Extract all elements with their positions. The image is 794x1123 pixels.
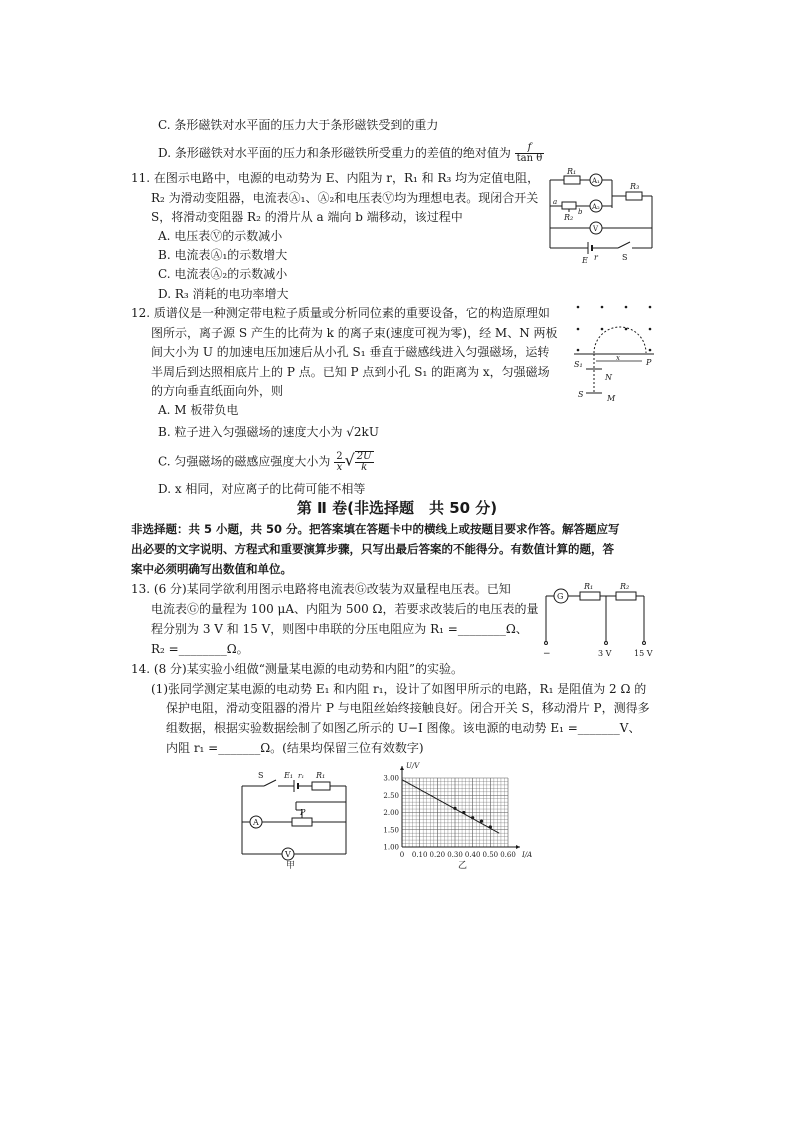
q14-line-1: 14. (8 分)某实验小组做“测量某电源的电动势和内阻”的实验。 (131, 662, 463, 676)
q12-option-c-text: C. 匀强磁场的磁感应强度大小为 (158, 454, 331, 469)
q12-c-root-numerator: 2U (356, 451, 372, 462)
q11-label-r2: R₂ (564, 213, 574, 222)
q12-stem-line-4: 半周后到达照相底片上的 P 点。已知 P 点到小孔 S₁ 的距离为 x，匀强磁场 (151, 365, 550, 379)
q14-jia-label-e1: E₁ (284, 771, 294, 780)
q10-option-c: C. 条形磁铁对水平面的压力大于条形磁铁受到的重力 (158, 118, 439, 132)
x-tick-label: 0.40 (464, 851, 481, 859)
section-2-note-line-1: 非选择题：共 5 小题，共 50 分。把答案填在答题卡中的横线上或按题目要求作答。解答题应写 (131, 522, 620, 536)
chart-series (402, 780, 499, 833)
data-point (453, 807, 456, 810)
y-tick-label: 3.00 (383, 774, 399, 783)
q11-label-r: r (594, 253, 598, 262)
q11-label-r3: R₃ (630, 182, 640, 191)
chart-x-axis-label: I/A (522, 851, 533, 859)
q11-label-r1: R₁ (567, 167, 577, 176)
x-tick-label: 0.60 (500, 851, 516, 859)
q11-label-a1: A₁ (592, 177, 600, 185)
chart-y-axis-label: U/V (406, 762, 420, 770)
q13-line-3: 程分别为 3 V 和 15 V，则图中串联的分压电阻应为 R₁ =________Ω、 (151, 622, 528, 636)
q14-fig-yi-ui-chart (374, 760, 544, 872)
q13-circuit-diagram (540, 582, 660, 660)
data-point (471, 816, 474, 819)
y-tick-label: 2.00 (383, 809, 399, 817)
q12-c-root-fraction (355, 451, 374, 473)
q12-c-radical-icon: √ (344, 450, 355, 470)
q11-stem-line-1: 11. 在图示电路中，电源的电动势为 E、内阻为 r，R₁ 和 R₃ 均为定值电阻， (131, 171, 540, 185)
q12-option-d: D. x 相同，对应离子的比荷可能不相等 (158, 482, 366, 496)
q11-stem-line-3: S，将滑动变阻器 R₂ 的滑片从 a 端向 b 端移动，该过程中 (151, 210, 463, 224)
q14-line-3: 保护电阻，滑动变阻器的滑片 P 与电阻丝始终接触良好。闭合开关 S，移动滑片 P，测得多 (166, 701, 650, 715)
q13-label-r2: R₂ (620, 582, 630, 591)
q11-label-b: b (578, 208, 583, 216)
x-tick-label: 0.20 (429, 851, 446, 859)
q12-label-m: M (607, 394, 616, 403)
q12-label-s1: S₁ (574, 360, 583, 369)
data-point (480, 820, 483, 823)
q10-d-numerator: f (515, 143, 545, 154)
q14-jia-label-a: A (253, 818, 259, 827)
q12-option-b: B. 粒子进入匀强磁场的速度大小为 √2kU (158, 425, 379, 439)
q14-jia-label-v: V (285, 850, 291, 859)
q13-line-4: R₂ =________Ω。 (151, 642, 249, 656)
q11-label-v: V (593, 225, 599, 233)
q12-label-s: S (578, 390, 584, 399)
q12-label-p: P (646, 358, 652, 367)
x-tick-label: 0.30 (447, 851, 463, 859)
q11-stem-line-2: R₂ 为滑动变阻器，电流表Ⓐ₁、Ⓐ₂和电压表Ⓥ均为理想电表。现闭合开关 (151, 191, 539, 205)
q13-line-1: 13. (6 分)某同学欲利用图示电路将电流表Ⓖ改装为双量程电压表。已知 (131, 582, 511, 596)
q11-label-e: E (582, 256, 588, 265)
chart-ticks (383, 775, 515, 860)
q12-c-denominator: x (336, 461, 343, 473)
q11-circuit-diagram (548, 168, 660, 264)
q10-option-d-text: D. 条形磁铁对水平面的压力和条形磁铁所受重力的差值的绝对值为 (158, 146, 511, 160)
x-tick-label: 0.50 (482, 851, 499, 859)
x-tick-label: 0 (399, 851, 405, 859)
q14-line-2: (1)张同学测定某电源的电动势 E₁ 和内阻 r₁，设计了如图甲所示的电路，R₁ 是阻值为 2 Ω 的 (151, 682, 647, 696)
q12-option-c (158, 451, 374, 473)
q12-c-fraction (334, 452, 344, 473)
y-tick-label: 2.50 (383, 791, 399, 800)
q12-label-n: N (605, 373, 612, 382)
data-point (489, 825, 492, 828)
q13-label-3v: 3 V (598, 649, 612, 658)
q12-stem-line-5: 的方向垂直纸面向外，则 (151, 384, 284, 398)
q10-d-denominator: tan θ (516, 153, 543, 164)
q11-option-c: C. 电流表Ⓐ₂的示数减小 (158, 267, 288, 281)
q14-fig-jia-caption: 甲 (286, 861, 296, 871)
q11-option-a: A. 电压表Ⓥ的示数减小 (158, 229, 283, 243)
q13-line-2: 电流表Ⓖ的量程为 100 μA、内阻为 500 Ω，若要求改装后的电压表的量 (151, 602, 539, 616)
q14-fig-yi-caption: 乙 (458, 861, 468, 871)
q13-label-15v: 15 V (634, 649, 653, 658)
q10-option-d (158, 143, 544, 164)
q10-option-d-fraction (515, 143, 545, 164)
q14-jia-label-s: S (258, 771, 264, 780)
section-2-note-line-2: 出必要的文字说明、方程式和重要演算步骤，只写出最后答案的不能得分。有数值计算的题，答 (131, 542, 614, 556)
q12-stem-line-3: 间大小为 U 的加速电压加速后从小孔 S₁ 垂直于磁感线进入匀强磁场，运转 (151, 345, 550, 359)
q11-option-d: D. R₃ 消耗的电功率增大 (158, 287, 289, 301)
q11-option-b: B. 电流表Ⓐ₁的示数增大 (158, 248, 288, 262)
q14-jia-label-r1-small: r₁ (298, 772, 305, 780)
q12-stem-line-1: 12. 质谱仪是一种测定带电粒子质量或分析同位素的重要设备，它的构造原理如 (131, 306, 550, 320)
y-tick-label: 1.00 (383, 843, 399, 852)
q13-label-g: G (557, 592, 564, 601)
q14-line-4: 组数据，根据实验数据绘制了如图乙所示的 U−I 图像。该电源的电动势 E₁ =_______V、 (166, 721, 641, 735)
y-axis-arrow-icon (400, 766, 404, 770)
q14-line-5: 内阻 r₁ =_______Ω。(结果均保留三位有效数字) (166, 741, 424, 755)
q11-label-a2: A₂ (592, 203, 600, 211)
section-2-note-line-3: 案中必须明确写出数值和单位。 (131, 562, 292, 576)
x-axis-arrow-icon (516, 845, 520, 849)
data-point (462, 811, 465, 814)
x-tick-label: 0.10 (411, 851, 428, 859)
q12-c-root-denominator: k (361, 462, 368, 473)
q11-label-a: a (553, 198, 558, 206)
q14-fig-jia-circuit (236, 772, 356, 872)
q11-label-s: S (622, 253, 628, 262)
q12-c-numerator: 2 (336, 450, 343, 462)
y-tick-label: 1.50 (383, 826, 399, 835)
section-2-title: 第 Ⅱ 卷(非选择题 共 50 分) (296, 499, 498, 517)
q12-label-x: x (616, 354, 620, 362)
q13-label-minus: − (543, 649, 551, 659)
q12-option-a: A. M 板带负电 (158, 403, 239, 417)
q12-mass-spectrometer-diagram (574, 303, 660, 403)
q13-label-r1: R₁ (584, 582, 594, 591)
q14-jia-label-p: P (300, 808, 306, 817)
q12-stem-line-2: 图所示，离子源 S 产生的比荷为 k 的离子束(速度可视为零)，经 M、N 两板 (151, 326, 558, 340)
q14-jia-label-r1: R₁ (316, 771, 326, 780)
fit-line (402, 780, 499, 833)
